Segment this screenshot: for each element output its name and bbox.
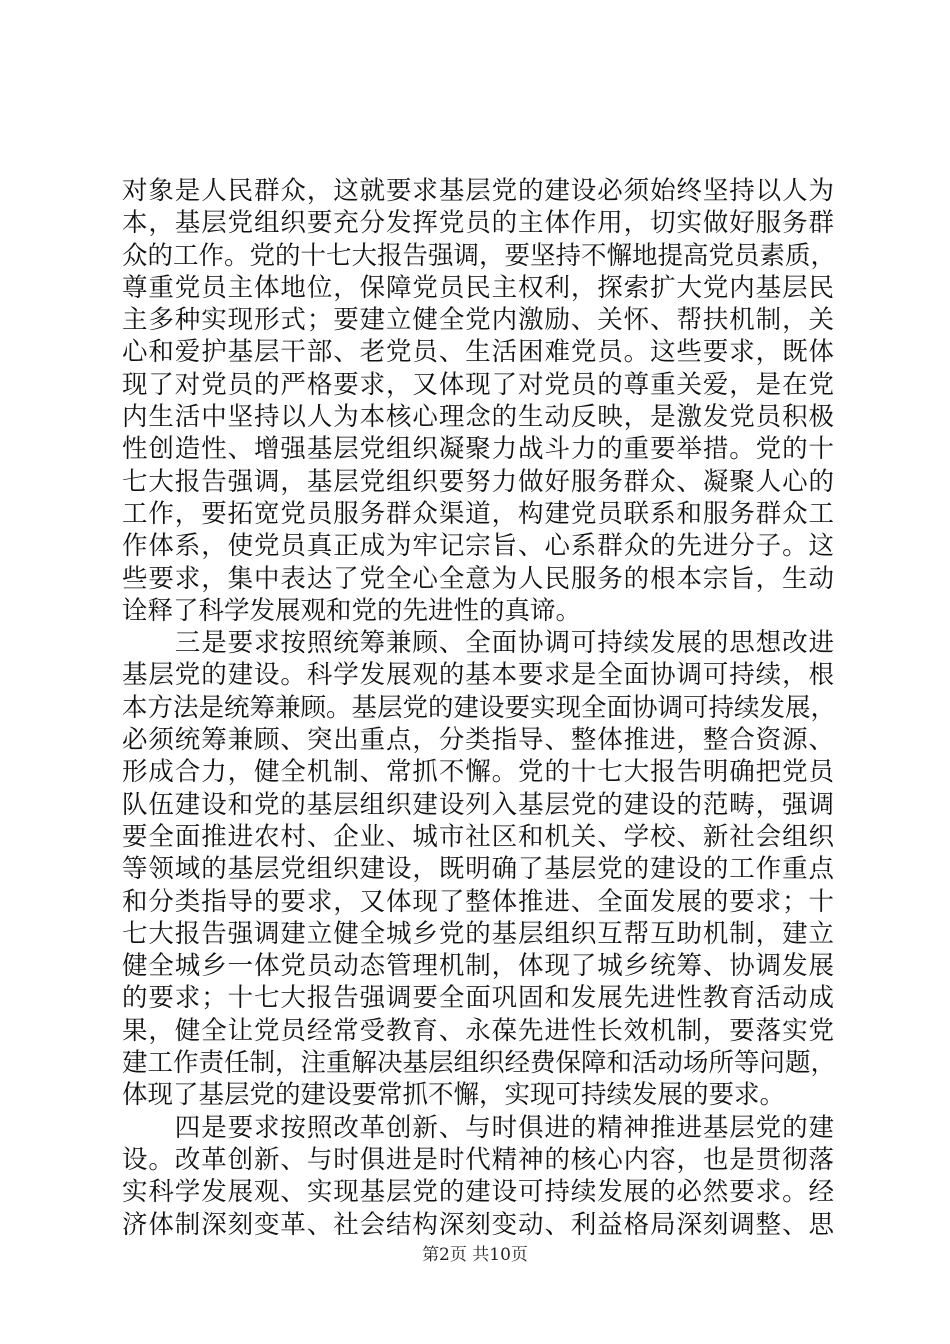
text-line: 体现了基层党的建设要常抓不懈，实现可持续发展的要求。	[122, 1080, 786, 1111]
text-line: 基层党的建设。科学发展观的基本要求是全面协调可持续，根	[122, 660, 834, 691]
text-line: 众的工作。党的十七大报告强调，要坚持不懈地提高党员素质，	[122, 240, 837, 271]
text-line: 建工作责任制，注重解决基层组织经费保障和活动场所等问题，	[122, 1048, 837, 1079]
text-line: 心和爱护基层干部、老党员、生活困难党员。这些要求，既体	[122, 337, 834, 368]
text-line: 些要求，集中表达了党全心全意为人民服务的根本宗旨，生动	[122, 563, 834, 594]
text-line: 七大报告强调建立健全城乡党的基层组织互帮互助机制，建立	[122, 918, 834, 949]
text-line: 工作，要拓宽党员服务群众渠道，构建党员联系和服务群众工	[122, 498, 834, 529]
text-line: 尊重党员主体地位，保障党员民主权利，探索扩大党内基层民	[122, 272, 834, 303]
text-line: 三是要求按照统筹兼顾、全面协调可持续发展的思想改进	[122, 628, 834, 659]
text-line: 内生活中坚持以人为本核心理念的生动反映，是激发党员积极	[122, 402, 834, 433]
text-line: 等领域的基层党组织建设，既明确了基层党的建设的工作重点	[122, 854, 834, 885]
text-line: 济体制深刻变革、社会结构深刻变动、利益格局深刻调整、思	[122, 1209, 834, 1240]
text-line: 形成合力，健全机制、常抓不懈。党的十七大报告明确把党员	[122, 757, 834, 788]
text-line: 健全城乡一体党员动态管理机制，体现了城乡统筹、协调发展	[122, 951, 834, 982]
text-line: 对象是人民群众，这就要求基层党的建设必须始终坚持以人为	[122, 176, 834, 206]
text-line: 要全面推进农村、企业、城市社区和机关、学校、新社会组织	[122, 821, 834, 852]
text-line: 诠释了科学发展观和党的先进性的真谛。	[122, 595, 582, 626]
text-line: 的要求；十七大报告强调要全面巩固和发展先进性教育活动成	[122, 983, 834, 1014]
document-body	[122, 175, 837, 1241]
text-line: 果，健全让党员经常受教育、永葆先进性长效机制，要落实党	[122, 1015, 834, 1046]
text-line: 性创造性、增强基层党组织凝聚力战斗力的重要举措。党的十	[122, 434, 834, 465]
text-line: 现了对党员的严格要求，又体现了对党员的尊重关爱，是在党	[122, 369, 834, 400]
text-line: 设。改革创新、与时俱进是时代精神的核心内容，也是贯彻落	[122, 1144, 834, 1175]
text-line: 和分类指导的要求，又体现了整体推进、全面发展的要求；十	[122, 886, 834, 917]
text-line: 本方法是统筹兼顾。基层党的建设要实现全面协调可持续发展，	[122, 692, 837, 723]
text-line: 主多种实现形式；要建立健全党内激励、关怀、帮扶机制，关	[122, 305, 834, 336]
text-line: 必须统筹兼顾、突出重点，分类指导、整体推进，整合资源、	[122, 725, 834, 756]
text-line: 作体系，使党员真正成为牢记宗旨、心系群众的先进分子。这	[122, 531, 834, 562]
text-line: 队伍建设和党的基层组织建设列入基层党的建设的范畴，强调	[122, 789, 834, 820]
text-line: 四是要求按照改革创新、与时俱进的精神推进基层党的建	[122, 1112, 834, 1143]
text-line: 七大报告强调，基层党组织要努力做好服务群众、凝聚人心的	[122, 466, 834, 497]
text-line: 实科学发展观、实现基层党的建设可持续发展的必然要求。经	[122, 1177, 834, 1208]
text-line: 本，基层党组织要充分发挥党员的主体作用，切实做好服务群	[122, 208, 834, 239]
page-number-footer: 第2页 共10页	[422, 1245, 528, 1265]
